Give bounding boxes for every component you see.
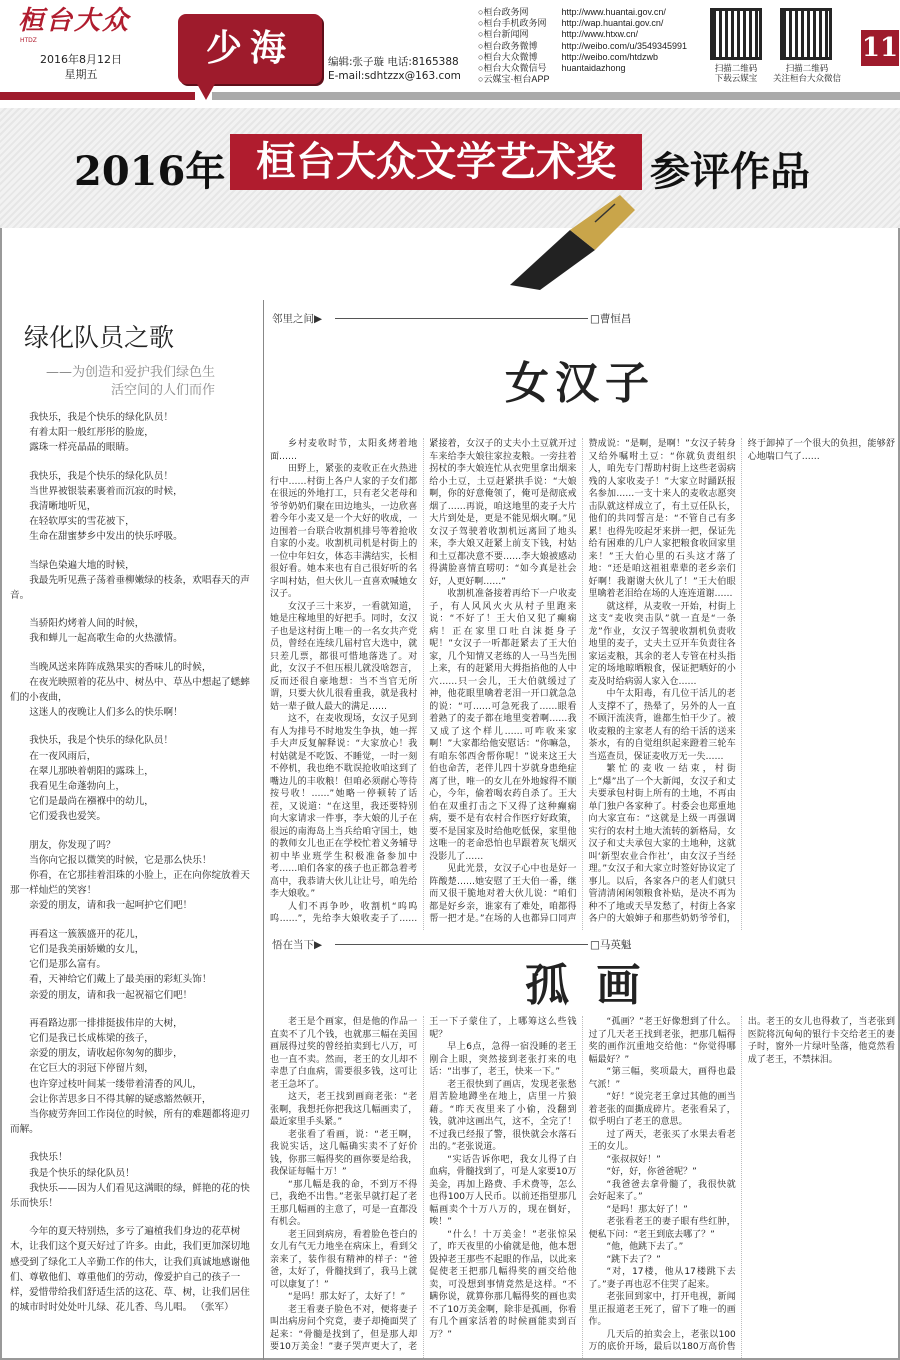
article2-rule [335, 944, 588, 945]
article2-title: 孤 画 [525, 960, 647, 1011]
poem-line: 再看路边那一排排挺拔伟岸的大树， [29, 1017, 183, 1029]
poem-line: 亲爱的朋友，请收起你匆匆的脚步， [29, 1048, 183, 1060]
column-divider [263, 300, 264, 1360]
article-paragraph: “孤画？”老王好像想到了什么。过了几天老王找到老张，把那几幅得奖的画作沉重地交给他：“你觉得哪幅最好？” [588, 1017, 736, 1065]
poem-line: 你看，在它那挂着泪珠的小脸上，正在向你绽放着天那一样灿烂的笑容！ [10, 870, 250, 897]
poem-stanza [10, 838, 258, 914]
poem-line: 朋友，你发现了吗？ [29, 839, 116, 851]
link-url[interactable]: http://weibo.com/u/3549345991 [561, 40, 688, 51]
qr-caption-line: 关注桓台大众微信 [772, 74, 841, 84]
article-paragraph: “他，他跳下去了。” [606, 1242, 684, 1252]
poem-line: 当你疲劳奔回工作岗位的时候，所有的难题都将迎刃而解。 [10, 1108, 250, 1136]
editor-info [328, 55, 461, 83]
poem-line: 我快乐，我是个快乐的绿化队员！ [29, 735, 174, 747]
link-name: 桓台新闻网 [483, 29, 529, 40]
bullet-icon: ○ [478, 51, 484, 62]
banner-award: 桓台大众文学艺术奖 [230, 134, 642, 190]
article-paragraph: “那几幅是我的命，不到万不得已，我绝不出售。”老张早就打起了老王那几幅画的主意了，可是一直都没有机会。 [270, 1179, 418, 1227]
link-name: 桓台手机政务网 [483, 18, 547, 29]
newspaper-logo-abbr: HTDZ [20, 37, 37, 44]
article-paragraph: “跳下去了？” [606, 1254, 661, 1265]
poem-stanza [10, 1224, 258, 1315]
weekday-text: 星期五 [64, 68, 98, 81]
poem-line: 当你向它报以微笑的时候，它是那么快乐！ [29, 854, 212, 866]
article-paragraph: 就这样，从麦收一开始，村街上这支“麦收突击队”就一直是“一条龙”作业，女汉子驾驶收割机负责收地里的麦子，丈夫土豆开车负责往各家运麦粮，其余的老人专管在村头指定的场地晾晒粮食，保证把晒好的小麦及时给病弱人家入仓…… [588, 601, 736, 687]
bullet-icon: ○ [478, 63, 484, 74]
media-links [478, 7, 687, 85]
article2-section: 悟在当下▶ [272, 939, 323, 951]
poem-line: 生命在甜蜜梦乡中发出的快乐呼吸。 [29, 531, 183, 543]
link-url[interactable]: http://www.htxw.cn/ [561, 29, 638, 40]
poem-line: 我和蝉儿一起高歌生命的火热激情。 [29, 633, 183, 645]
poem-stanza [10, 1016, 258, 1138]
link-name: 云媒宝·桓台APP [483, 74, 550, 85]
qr-caption-wechat [772, 64, 842, 84]
media-link[interactable] [478, 63, 687, 74]
media-link[interactable] [478, 18, 687, 29]
bullet-icon: ○ [478, 18, 484, 29]
poem-line: 它们是最尚在襁褓中的幼儿， [29, 796, 154, 808]
poem-line: 它们是我已长成栋梁的孩子， [29, 1032, 154, 1044]
poem-line: 当晚风送来阵阵成熟果实的香味儿的时候， [29, 661, 212, 673]
poem-line: 它们是我美丽娇嫩的女儿， [29, 943, 145, 955]
issue-date [40, 52, 122, 82]
poem-stanza [10, 410, 258, 456]
article-paragraph: 人们不再争吵，收割机“呜呜呜……”，先给李大娘收麦子了……紧接着，女汉子的丈夫小土豆就开过车来给李大娘往家拉麦粮。一旁拄着拐杖的李大娘连忙从衣兜里拿出烟来给小土豆，土豆赶紧拱手说：“大娘啊，你的好意俺领了，俺可是彻底戒烟了……再说，咱这地里的麦子大片大片到处是，更是不能见烟火啊。”见女汉子驾驶着收割机远离回了地头来，李大娘又赶紧上前支下钱，村姑和土豆都决意不要……李大娘被感动得满脸喜情直唠叨：“如今真是社会好，人更好啊……” [270, 439, 577, 924]
poem-line: 亲爱的朋友，请和我一起祝福它们吧！ [29, 989, 193, 1001]
article-paragraph: “什么！十万美金！”老张惊呆了，昨天夜里的小偷就是他，他本想毁掉老王那些不起眼的作品，以此来促使老王把那几幅得奖的画交给他卖，可没想到事情竟然是这样。“不瞒你说，就算你那几幅得奖的画也卖不了10万美金啊，除非是孤画，你看有几个画家活着的时候画能卖到百万？” [429, 1229, 577, 1340]
poem-stanza [10, 927, 258, 1003]
bullet-icon: ○ [478, 40, 484, 51]
poem-line: 我快乐，我是个快乐的绿化队员！ [29, 470, 174, 482]
poem-line: 也许穿过枝叶间某一缕带着清香的风儿， [29, 1078, 202, 1090]
media-link[interactable] [478, 7, 687, 18]
poem-line: 在夜光映照着的花丛中、树丛中、草丛中想起了蟋蟀们的小夜曲， [10, 676, 250, 704]
poem-stanza [10, 733, 258, 824]
link-url[interactable]: huantaidazhong [561, 63, 626, 74]
poem-stanza [10, 616, 258, 646]
banner-year: 2016年 [74, 148, 226, 195]
link-name: 桓台大众微信号 [483, 63, 547, 74]
media-link[interactable] [478, 52, 687, 63]
qr-caption-line: 扫描二维码 [785, 64, 829, 74]
article2-body [270, 1016, 895, 1358]
newspaper-logo: 桓台大众 [18, 6, 131, 36]
poem-line: 当世界被银装素裹着而沉寂的时候， [29, 485, 183, 497]
media-link[interactable] [478, 29, 687, 40]
bullet-icon: ○ [478, 7, 484, 17]
header-bar-red [0, 92, 195, 100]
header-bar-gray [212, 92, 900, 100]
article-paragraph: 这天，老王找到画商老张：“老张啊，我想托你把我这几幅画卖了，最近家里手头紧。” [270, 1092, 418, 1127]
article1-author: □曹恒昌 [590, 313, 632, 325]
poem-line: 我清晰地听见， [29, 501, 97, 513]
media-link[interactable] [478, 41, 687, 52]
article-paragraph: “对，17楼，他从17楼跳下去了。”妻子再也忍不住哭了起来。 [588, 1267, 736, 1290]
date-text: 2016年8月12日 [40, 53, 122, 66]
qr-code-wechat [780, 8, 832, 60]
poem-line: 这迷人的夜晚让人们多么的快乐啊！ [29, 707, 183, 719]
poem-line: 当骄阳灼烤着人间的时候， [29, 618, 145, 630]
article-paragraph: 老王是个画家，但是他的作品一直卖不了几个钱，也就那三幅在美国画展得过奖的曾经拍卖到七八万，可也一直不卖。然而，老王的女儿却不幸患了白血病，需要很多钱，这可让老王急坏了。 [270, 1017, 418, 1090]
link-name: 桓台政务微博 [483, 40, 538, 51]
article-paragraph: “第三幅，奖项最大，画得也最气派！” [588, 1067, 736, 1090]
article-paragraph: 老王回到病房，看着脸色苍白的女儿有气无力地坐在病床上，看到父亲来了，装作很有精神的样子：“爸爸，太好了，骨髓找到了，我马上就可以康复了！” [270, 1229, 418, 1290]
qr-caption-line: 下载云媒宝 [714, 74, 758, 84]
poem-line: 它们爱我也爱笑。 [29, 811, 106, 823]
editor-line: 编辑:张子璇 电话:8165388 [328, 56, 459, 68]
poem-line: 在翠儿那映着朝阳的露珠上， [29, 765, 154, 777]
section-badge: 少海 [178, 14, 322, 84]
article-paragraph: “好！”说完老王拿过其他的画当着老张的面撕成碎片。老张看呆了，似乎明白了老王的意思。 [588, 1092, 736, 1127]
poem-line: 它们是那么富有。 [29, 959, 106, 971]
article-paragraph: “是吗！那太好了！” [606, 1204, 688, 1215]
poem-line: 在一夜风雨后， [29, 750, 97, 762]
article-paragraph: 早上6点，急得一宿没睡的老王刚合上眼，突然接到老张打来的电话：“出事了，老王，快来一下。” [429, 1042, 577, 1077]
bullet-icon: ○ [478, 29, 484, 40]
poem-subtitle: ——为创造和爱护我们绿色生活空间的人们而作 [45, 365, 215, 398]
article-paragraph: 田野上，紧张的麦收正在火热进行中……村街上各户人家的子女们都在很远的外地打工，只有老父老母和爷爷奶奶们聚在田边地头，一边欣喜着今年小麦又是一个大好的收成，一边围着一台联合收割机排号等着抢收自家的小麦。收割机司机是村街上的一位中年妇女，体态丰满结实，长相很好看。她本来也有自己很好听的名字叫村姑，但大伙儿一直喜欢喊她女汉子。 [270, 464, 418, 599]
article1-rule [335, 318, 588, 319]
poem-line: 看，天神给它们戴上了最美丽的彩虹头饰！ [29, 974, 212, 986]
bullet-icon: ○ [478, 74, 484, 85]
poem-line: 露珠一样亮晶晶的眼睛。 [29, 442, 135, 454]
article-paragraph: 几天后的拍卖会上，老张以100万的底价开场，最后以180万高价售出。老王的女儿也得救了，当老张到医院将沉甸甸的银行卡交给老王的妻子时，窗外一片绿叶坠落，他竟然看成了老王，不禁抹泪。 [588, 1017, 895, 1352]
poem-line: 我是个快乐的绿化队员！ [29, 1167, 135, 1179]
poem-stanza [10, 469, 258, 545]
article-paragraph: 老张回到家中，打开电视，新闻里正报道老王死了，留下了唯一的画作。 [588, 1292, 736, 1327]
article-paragraph: 女汉子三十来岁，一看就知道，她是庄稼地里的好把手。同时，女汉子也是这村街上唯一的一名女共产党员，曾经在连续几届村官大选中，就只差几票，都很可惜地落选了。对此，女汉子不但压根儿就没啥怨言，反而还很自豪地想：当不当官无所谓，只要大伙儿很看重我，就是我村姑一辈子做人最大的满足…… [270, 601, 418, 712]
link-url[interactable]: http://www.huantai.gov.cn/ [561, 7, 666, 17]
poem-stanza [10, 1150, 258, 1211]
banner-suffix: 参评作品 [650, 148, 810, 195]
link-name: 桓台大众微博 [483, 51, 538, 62]
article-paragraph: “实话告诉你吧，我女儿得了白血病，骨髓找到了，可是人家要10万美金，再加上路费、手术费等，怎么也得100万人民币。以前还指望那几幅画卖个十万八万的，现在倒好，唉！” [429, 1154, 577, 1227]
poem-stanza [10, 558, 258, 604]
email-line: E-mail:sdhtzzx@163.com [328, 70, 461, 82]
poem-line: 今年的夏天特别热，多亏了遍植我们身边的花草树木，让我们这个夏天好过了许多。由此，我们更加深切地感受到了绿化工人辛勤工作的伟大，让我们真诚地感谢他们、尊敬他们、尊重他们的劳动，像爱护自己的孩子一样，爱惜带给我们舒适生活的这花、草、树，让我们居住的城市时时处处叶儿绿、花儿香、鸟儿唱。 （张军） [10, 1226, 250, 1314]
poem-line: 亲爱的朋友，请和我一起呵护它们吧！ [29, 900, 193, 912]
link-name: 桓台政务网 [483, 7, 529, 17]
poem-line: 在轻软厚实的雪花被下， [29, 516, 135, 528]
link-url[interactable]: http://weibo.com/htdzwb [561, 51, 658, 62]
article-paragraph: 老王看妻子脸色不对，便将妻子叫出病房问个究竟，妻子却掩面哭了起来：“骨髓是找到了，但是那人却要10万美金！”妻子哭声更大了，老王一下子蒙住了，上哪筹这么些钱呢？ [270, 1017, 577, 1352]
article-paragraph: 老张看了看画，说：“老王啊，我说实话，这几幅确实卖不了好价钱，你那三幅得奖的画你要是给我，我保证每幅十万！” [270, 1129, 418, 1177]
poem-line: 我快乐！ [29, 1152, 68, 1164]
article1-section: 邻里之间▶ [272, 313, 323, 325]
article-paragraph: 中午太阳毒，有几位干活儿的老人支撑不了，热晕了，另外的人一直不顾汗流浃背，谁都生怕干少了。被收麦粮的主家老人有的给干活的送来茶水，有的自觉组织起来蹬着三轮车当巡查员，保证麦收万无一失…… [588, 689, 736, 762]
poem-line: 我快乐——因为人们看见这满眼的绿，鲜艳的花的快乐而快乐！ [10, 1182, 250, 1209]
article-paragraph: 见此光景，女汉子心中也是好一阵酸楚……她安慰了王大伯一番，继而又很干脆地对着大伙儿说：“咱们都是好乡亲，谁家有了难处，咱都得帮一把才是。”在场的人也都异口同声赞成说：“是啊，是啊！”女汉子转身又给外嘱咐土豆：“你就负责组织人，咱先专门帮助村街上这些老弱病残的人家收麦子！”大家立时踊跃报名参加……一支十来人的麦收志愿突击队就这样成立了，有土豆任队长，他们的共同誓言是：“不管自己有多累！也得先咬起牙来拼一把，保证先给有困难的几户人家把粮食收回家里来！”王大伯心里的石头这才落了地：“还是咱这祖祖辈辈的老乡亲们好啊！我谢谢大伙儿了！”王大伯眼里噙着老泪给在场的人连连道谢…… [429, 439, 736, 924]
poem-line: 会让你苦思多日不得其解的疑惑豁然顿开， [29, 1093, 212, 1105]
article2-author: □马英魁 [590, 939, 632, 951]
article-paragraph: 老王很快到了画店，发现老张愁眉苦脸地蹲坐在地上，店里一片狼藉。“昨天夜里来了小偷，没翻到钱，就冲这画出气，这不，全完了！不过我已经报了警，很快就会水落石出的。”老张说道。 [429, 1079, 577, 1152]
poem-line: 有着太阳一般红彤彤的脸庞， [29, 427, 154, 439]
article-paragraph: “我爸爸去拿骨髓了，我很快就会好起来了。” [588, 1179, 736, 1202]
qr-caption-app [701, 64, 771, 84]
media-link[interactable] [478, 74, 687, 85]
qr-caption-line: 扫描二维码 [714, 64, 758, 74]
article-paragraph: 过了两天，老张买了水果去看老王的女儿。 [588, 1129, 736, 1152]
poem-line: 我快乐，我是个快乐的绿化队员！ [29, 412, 174, 423]
poem-body [10, 410, 258, 1328]
article-paragraph: 繁忙的麦收一结束，村街上“爆”出了一个大新闻，女汉子和丈夫要承包村街上所有的土地，不再由单门独户各家种了。村委会也郑重地向大家宣布：“这就是上级一再强调实行的农村土地大流转的新格局，女汉子和丈夫承包大家的土地种，这就叫‘新型农业合作社’，由女汉子当经理。”女汉子和大家立时签好协议定了事儿。以后，各家各户的老人们就只管清清闲闲领粮食补贴，是决不再为种不了地或天旱发愁了，村街上各家各户的大娘婶子和那些奶奶爷爷们，终于卸掉了一个很大的负担，能够舒心地喘口气了…… [588, 439, 895, 924]
article1-title: 女汉子 [505, 358, 655, 409]
article-paragraph: 这不，在麦收现场，女汉子见到有人为排号不时地发生争执，她一挥手大声反复解释说：“大家放心！我村姑就是不吃饭、不睡觉，一时一刻不停机，我也绝不耽误抢收咱这到了嘴边儿的丰收粮！但咱必须耐心等待按号收！……”她略一停顿转了话茬，又说道：“在这里，我还要特别向大家请求一件事，李大娘的儿子在很远的南海岛上当兵给咱守国土，她的教师女儿也正在学校忙着义务辅导初中毕业班学生积极准备参加中考……咱们各家的孩子也正都急着考高中，我恭请大伙儿让让号，咱先给李大娘收。” [270, 714, 418, 899]
article-paragraph: “好，好，你爸爸呢？” [606, 1167, 697, 1177]
article-paragraph: 乡村麦收时节，太阳炙烤着地面…… [270, 439, 418, 462]
poem-line: 再看这一簇簇盛开的花儿， [29, 928, 145, 940]
article-paragraph: “张叔叔好！” [606, 1154, 661, 1165]
article-paragraph: “是吗！那太好了，太好了！” [288, 1292, 406, 1302]
poem-line: 我最先听见燕子荡着垂柳嫩绿的枝条，欢唱春天的声音。 [10, 574, 250, 602]
article-paragraph: 老张看老王的妻子眼有些红肿，便私下问：“老王到底去哪了？” [588, 1217, 736, 1240]
qr-code-app [710, 8, 762, 60]
poem-line: 当绿色染遍大地的时候， [29, 559, 135, 571]
article-paragraph: 收割机准备接着再给下一户收麦子，有人风风火火从村子里跑来说：“不好了！王大伯又犯了癫痫病！正在家里口吐白沫挺身子呢！”女汉子一听都赶紧去了王大伯家，几个知情又老练的人一马当先围上来，有的赶紧用大拇指掐他的人中穴……只一会儿，王大伯就缓过了神，他花眼里噙着老泪一开口就急急的说：“可……可急死我了……眼看着熟了的麦子都在地里变着啊……我又成了这个样儿……可咋收来家啊！”大家都给他安慰话：“你嘛急，有咱东邻西舍帮你呢！”说来这王大伯也命苦，老伴儿四十岁就身患绝症离了世，唯一的女儿在外地嫁得不顺心，今年，偷着喝农药自杀了。王大伯在双重打击之下又得了这种癫痫病，要不是有农村合作医疗好政策，要不是国家及时给他吃低保，家里他这唯一的老命恐怕也早跟着灰飞烟灭没影儿了…… [429, 589, 577, 862]
link-url[interactable]: http://wap.huantai.gov.cn/ [561, 18, 664, 29]
poem-stanza [10, 660, 258, 721]
article1-body [270, 438, 895, 930]
poem-title: 绿化队员之歌 [24, 323, 175, 352]
poem-line: 我看见生命蓬勃向上， [29, 781, 126, 793]
page-number: 11 [861, 30, 899, 66]
poem-line: 在它巨大的羽冠下停留片刻， [29, 1063, 154, 1075]
